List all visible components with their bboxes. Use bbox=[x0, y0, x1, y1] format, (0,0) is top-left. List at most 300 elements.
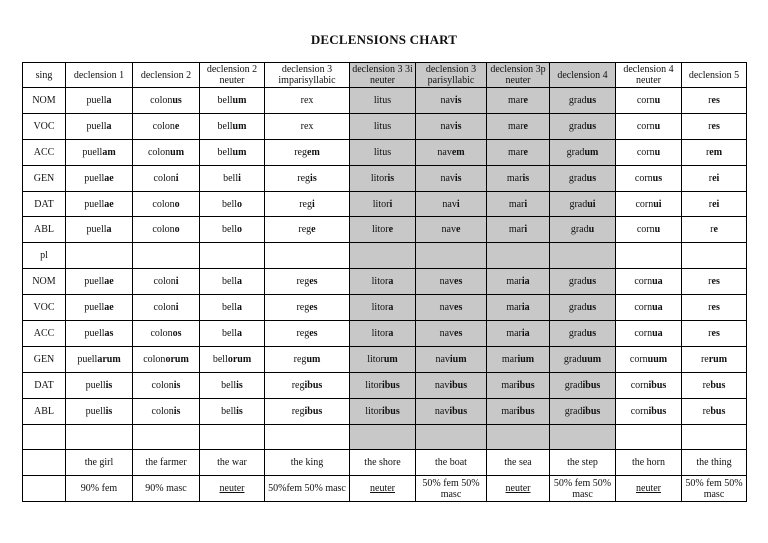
meaning-cell bbox=[200, 450, 265, 476]
form-stem: litus bbox=[373, 94, 392, 106]
declension-form bbox=[133, 398, 200, 424]
empty-cell bbox=[133, 243, 200, 269]
declension-form bbox=[265, 269, 350, 295]
form-ending: us bbox=[586, 327, 597, 339]
form-stem: reg bbox=[293, 353, 307, 365]
declension-form bbox=[616, 165, 682, 191]
column-header bbox=[265, 63, 350, 88]
form-stem: nav bbox=[440, 94, 455, 106]
form-stem: bell bbox=[221, 405, 237, 417]
form-ending: u bbox=[654, 94, 661, 106]
gender-text: neuter bbox=[636, 483, 661, 495]
case-label-text: ACC bbox=[33, 146, 55, 158]
declension-form bbox=[550, 113, 616, 139]
declension-form bbox=[265, 139, 350, 165]
form-ending: ibus bbox=[449, 379, 468, 391]
declension-form bbox=[550, 165, 616, 191]
form-ending: u bbox=[654, 224, 661, 236]
form-stem: reg bbox=[298, 224, 312, 236]
form-stem: nav bbox=[437, 146, 452, 158]
declension-form bbox=[487, 346, 550, 372]
declension-form bbox=[616, 372, 682, 398]
declension-form bbox=[66, 346, 133, 372]
gender-row bbox=[23, 476, 747, 502]
empty-cell bbox=[682, 243, 747, 269]
declension-form bbox=[616, 217, 682, 243]
form-ending: es bbox=[711, 94, 720, 106]
form-ending: orum bbox=[165, 353, 189, 365]
empty-cell bbox=[23, 424, 66, 450]
declension-form bbox=[487, 88, 550, 114]
empty-cell bbox=[200, 424, 265, 450]
form-stem: puell bbox=[84, 302, 105, 314]
meaning-text: the sea bbox=[504, 457, 532, 469]
form-ending: u bbox=[654, 146, 661, 158]
form-ending: us bbox=[586, 120, 597, 132]
case-row bbox=[23, 217, 747, 243]
declension-form bbox=[350, 191, 416, 217]
form-stem: r bbox=[708, 327, 712, 339]
empty-cell bbox=[416, 243, 487, 269]
meaning-cell bbox=[616, 450, 682, 476]
form-ending: bus bbox=[710, 379, 726, 391]
page-title: DECLENSIONS CHART bbox=[310, 32, 458, 47]
form-stem: puell bbox=[86, 120, 107, 132]
spacer-row bbox=[23, 424, 747, 450]
form-ending: ibus bbox=[516, 379, 535, 391]
form-stem: corn bbox=[634, 327, 653, 339]
declension-form bbox=[350, 88, 416, 114]
declension-form bbox=[133, 321, 200, 347]
column-header bbox=[682, 63, 747, 88]
form-stem: mar bbox=[508, 198, 525, 210]
declension-form bbox=[616, 113, 682, 139]
column-header-label: declension 4 neuter bbox=[623, 64, 674, 86]
form-ending: ua bbox=[652, 276, 663, 288]
case-row bbox=[23, 139, 747, 165]
form-stem: puell bbox=[84, 198, 105, 210]
meaning-text: the boat bbox=[435, 457, 467, 469]
gender-cell bbox=[265, 476, 350, 502]
form-stem: reg bbox=[297, 172, 311, 184]
header-row bbox=[23, 63, 747, 88]
case-row bbox=[23, 269, 747, 295]
form-ending: ui bbox=[587, 198, 596, 210]
declension-form bbox=[133, 139, 200, 165]
column-header-label: declension 5 bbox=[688, 69, 740, 81]
column-header-label: declension 3 parisyllabic bbox=[425, 64, 477, 86]
case-row bbox=[23, 113, 747, 139]
declension-form bbox=[682, 372, 747, 398]
form-stem: reg bbox=[296, 276, 310, 288]
gender-cell bbox=[66, 476, 133, 502]
form-ending: ui bbox=[653, 198, 662, 210]
empty-cell bbox=[550, 243, 616, 269]
form-ending: a bbox=[106, 224, 112, 236]
form-ending: ua bbox=[652, 327, 663, 339]
declension-form bbox=[66, 398, 133, 424]
declension-form bbox=[550, 269, 616, 295]
form-stem: r bbox=[705, 146, 710, 158]
declension-form bbox=[265, 321, 350, 347]
declension-form bbox=[133, 191, 200, 217]
declension-form bbox=[133, 113, 200, 139]
form-stem: corn bbox=[634, 276, 653, 288]
form-stem: corn bbox=[636, 94, 655, 106]
case-label bbox=[23, 295, 66, 321]
gender-text: 90% fem bbox=[80, 483, 118, 495]
meaning-text: the thing bbox=[696, 457, 732, 469]
declension-form bbox=[66, 88, 133, 114]
declension-form bbox=[616, 269, 682, 295]
declension-form bbox=[133, 346, 200, 372]
form-stem: grad bbox=[563, 353, 582, 365]
declension-form bbox=[66, 372, 133, 398]
form-stem: colon bbox=[153, 172, 176, 184]
column-header bbox=[416, 63, 487, 88]
form-stem: colon bbox=[153, 276, 176, 288]
declension-form bbox=[66, 191, 133, 217]
case-row bbox=[23, 191, 747, 217]
form-ending: us bbox=[586, 94, 597, 106]
empty-cell bbox=[682, 424, 747, 450]
form-stem: grad bbox=[570, 224, 589, 236]
declension-form bbox=[616, 191, 682, 217]
form-stem: r bbox=[708, 94, 712, 106]
form-ending: i bbox=[312, 198, 315, 210]
form-ending: as bbox=[104, 327, 114, 339]
form-ending: um bbox=[584, 146, 599, 158]
case-label bbox=[23, 113, 66, 139]
declension-form bbox=[682, 139, 747, 165]
form-stem: colon bbox=[151, 379, 174, 391]
empty-cell bbox=[265, 424, 350, 450]
column-header bbox=[616, 63, 682, 88]
form-stem: mar bbox=[508, 94, 524, 106]
declension-form bbox=[487, 113, 550, 139]
form-stem: nav bbox=[442, 198, 457, 210]
form-ending: e bbox=[523, 146, 528, 158]
declension-form bbox=[66, 321, 133, 347]
form-stem: bell bbox=[217, 94, 233, 106]
declension-form bbox=[265, 191, 350, 217]
form-ending: i bbox=[456, 198, 460, 210]
form-stem: litor bbox=[365, 405, 382, 417]
form-stem: colon bbox=[150, 327, 173, 339]
form-stem: rex bbox=[300, 94, 314, 106]
case-label-text: GEN bbox=[33, 172, 55, 184]
declension-form bbox=[416, 191, 487, 217]
gender-text: 50%fem 50% masc bbox=[268, 483, 346, 495]
meaning-cell bbox=[682, 450, 747, 476]
form-ending: us bbox=[172, 94, 182, 106]
form-ending: ium bbox=[449, 353, 467, 365]
declension-form bbox=[550, 346, 616, 372]
form-stem: litor bbox=[371, 302, 389, 314]
gender-text: neuter bbox=[505, 483, 531, 495]
empty-cell bbox=[550, 424, 616, 450]
declension-form bbox=[550, 217, 616, 243]
form-ending: em bbox=[451, 146, 465, 158]
declension-form bbox=[682, 269, 747, 295]
declension-form bbox=[550, 88, 616, 114]
gender-cell bbox=[200, 476, 265, 502]
form-ending: uum bbox=[581, 353, 602, 365]
form-ending: a bbox=[106, 94, 112, 106]
declension-form bbox=[350, 321, 416, 347]
form-ending: ibus bbox=[516, 405, 535, 417]
form-stem: grad bbox=[566, 146, 585, 158]
declension-form bbox=[133, 88, 200, 114]
form-ending: um bbox=[170, 146, 185, 158]
case-row bbox=[23, 398, 747, 424]
declension-form bbox=[487, 139, 550, 165]
declension-form bbox=[682, 346, 747, 372]
form-stem: colon bbox=[151, 405, 174, 417]
form-stem: mar bbox=[506, 172, 523, 184]
form-ending: e bbox=[523, 120, 528, 132]
form-stem: nav bbox=[439, 327, 455, 339]
gender-text: neuter bbox=[219, 483, 245, 495]
declension-form bbox=[487, 398, 550, 424]
meaning-cell bbox=[487, 450, 550, 476]
declension-form bbox=[550, 372, 616, 398]
declension-form bbox=[616, 295, 682, 321]
column-header-label: declension 3 imparisyllabic bbox=[278, 64, 336, 86]
plural-label bbox=[23, 243, 66, 269]
form-ending: es bbox=[711, 302, 720, 314]
declension-form bbox=[200, 191, 265, 217]
case-label bbox=[23, 346, 66, 372]
form-stem: nav bbox=[434, 405, 450, 417]
form-ending: ibus bbox=[582, 379, 601, 391]
case-label bbox=[23, 372, 66, 398]
meaning-cell bbox=[416, 450, 487, 476]
form-stem: corn bbox=[635, 198, 654, 210]
form-ending: is bbox=[310, 172, 317, 184]
form-ending: e bbox=[388, 224, 394, 236]
gender-cell bbox=[487, 476, 550, 502]
form-stem: bell bbox=[222, 198, 237, 210]
form-stem: colon bbox=[152, 198, 175, 210]
form-ending: us bbox=[586, 172, 597, 184]
meaning-cell bbox=[265, 450, 350, 476]
form-ending: is bbox=[522, 172, 530, 184]
declension-form bbox=[416, 321, 487, 347]
form-stem: litor bbox=[372, 198, 390, 210]
form-stem: puell bbox=[84, 172, 105, 184]
empty-cell bbox=[133, 424, 200, 450]
column-header bbox=[550, 63, 616, 88]
declension-form bbox=[682, 113, 747, 139]
declension-form bbox=[66, 165, 133, 191]
form-stem: bell bbox=[222, 224, 237, 236]
form-stem: colon bbox=[150, 94, 173, 106]
form-stem: litor bbox=[371, 276, 389, 288]
form-stem: re bbox=[702, 405, 711, 417]
form-stem: bell bbox=[223, 172, 239, 184]
form-ending: o bbox=[237, 224, 242, 236]
form-ending: o bbox=[174, 198, 180, 210]
empty-cell bbox=[66, 243, 133, 269]
form-stem: nav bbox=[434, 379, 450, 391]
declension-form bbox=[682, 88, 747, 114]
case-label-text: NOM bbox=[32, 94, 56, 106]
form-ending: ibus bbox=[449, 405, 468, 417]
declension-form bbox=[487, 191, 550, 217]
declension-form bbox=[200, 88, 265, 114]
declension-form bbox=[416, 88, 487, 114]
form-ending: em bbox=[709, 146, 723, 158]
form-stem: colon bbox=[152, 120, 175, 132]
column-header bbox=[23, 63, 66, 88]
case-row bbox=[23, 88, 747, 114]
declension-form bbox=[133, 165, 200, 191]
form-stem: nav bbox=[439, 276, 455, 288]
form-stem: mar bbox=[508, 146, 524, 158]
declension-form bbox=[66, 217, 133, 243]
gender-cell bbox=[682, 476, 747, 502]
declension-form bbox=[200, 372, 265, 398]
form-stem: puell bbox=[77, 353, 98, 365]
declension-form bbox=[682, 398, 747, 424]
form-stem: r bbox=[708, 172, 713, 184]
empty-cell bbox=[350, 243, 416, 269]
form-ending: is bbox=[454, 120, 462, 132]
form-ending: ae bbox=[104, 302, 114, 314]
declension-form bbox=[265, 165, 350, 191]
declension-form bbox=[66, 269, 133, 295]
form-stem: grad bbox=[568, 94, 587, 106]
form-ending: ae bbox=[104, 198, 114, 210]
form-stem: litus bbox=[373, 146, 392, 158]
declension-form bbox=[682, 165, 747, 191]
form-stem: corn bbox=[636, 146, 655, 158]
form-stem: rex bbox=[300, 120, 314, 132]
form-ending: is bbox=[387, 172, 395, 184]
declensions-table bbox=[22, 62, 747, 502]
empty-cell bbox=[616, 424, 682, 450]
declension-form bbox=[487, 217, 550, 243]
meaning-row bbox=[23, 450, 747, 476]
declension-form bbox=[416, 398, 487, 424]
form-stem: nav bbox=[439, 302, 455, 314]
form-stem: reg bbox=[294, 146, 307, 158]
form-stem: re bbox=[700, 353, 709, 365]
case-row bbox=[23, 372, 747, 398]
form-ending: os bbox=[172, 327, 182, 339]
declension-form bbox=[200, 217, 265, 243]
gender-cell bbox=[133, 476, 200, 502]
declension-form bbox=[66, 295, 133, 321]
form-stem: r bbox=[708, 276, 712, 288]
form-ending: i bbox=[175, 172, 179, 184]
form-stem: colon bbox=[147, 146, 171, 158]
case-label-text: VOC bbox=[33, 302, 55, 314]
form-stem: mar bbox=[508, 224, 525, 236]
gender-text: 50% fem 50% masc bbox=[553, 477, 612, 500]
declension-form bbox=[487, 372, 550, 398]
declension-form bbox=[416, 346, 487, 372]
form-ending: us bbox=[586, 276, 597, 288]
form-ending: e bbox=[456, 224, 461, 236]
declension-form bbox=[265, 88, 350, 114]
form-ending: u bbox=[654, 120, 661, 132]
declension-form bbox=[487, 269, 550, 295]
form-ending: es bbox=[454, 276, 463, 288]
form-stem: reg bbox=[291, 379, 305, 391]
form-stem: grad bbox=[564, 405, 583, 417]
case-label-text: DAT bbox=[34, 198, 54, 210]
case-label-text: DAT bbox=[34, 379, 54, 391]
form-stem: mar bbox=[506, 276, 522, 288]
form-stem: mar bbox=[506, 302, 522, 314]
form-stem: reg bbox=[296, 327, 310, 339]
declension-form bbox=[616, 321, 682, 347]
declension-form bbox=[682, 321, 747, 347]
form-stem: litor bbox=[365, 379, 382, 391]
form-ending: is bbox=[105, 405, 113, 417]
case-label bbox=[23, 88, 66, 114]
form-ending: uum bbox=[647, 353, 668, 365]
empty-cell bbox=[416, 424, 487, 450]
form-ending: o bbox=[237, 198, 242, 210]
gender-cell bbox=[416, 476, 487, 502]
case-label bbox=[23, 321, 66, 347]
declension-form bbox=[200, 346, 265, 372]
declension-form bbox=[200, 165, 265, 191]
form-ending: ia bbox=[521, 276, 530, 288]
empty-cell bbox=[350, 424, 416, 450]
declension-form bbox=[616, 346, 682, 372]
form-ending: ae bbox=[104, 276, 114, 288]
meaning-cell bbox=[350, 450, 416, 476]
form-stem: re bbox=[702, 379, 711, 391]
form-ending: us bbox=[652, 172, 663, 184]
declension-form bbox=[66, 113, 133, 139]
column-header-label: declension 3p neuter bbox=[490, 64, 546, 86]
empty-cell bbox=[487, 243, 550, 269]
declension-form bbox=[350, 295, 416, 321]
form-ending: ae bbox=[104, 172, 114, 184]
form-ending: es bbox=[309, 276, 318, 288]
gender-text: neuter bbox=[370, 483, 395, 495]
declension-form bbox=[200, 398, 265, 424]
declension-form bbox=[350, 165, 416, 191]
form-ending: ei bbox=[712, 172, 720, 184]
form-stem: grad bbox=[569, 198, 588, 210]
form-stem: puell bbox=[84, 276, 105, 288]
declension-form bbox=[416, 113, 487, 139]
column-header-label: declension 3 3i neuter bbox=[352, 64, 413, 86]
gender-text: 90% masc bbox=[145, 483, 187, 495]
empty-cell bbox=[616, 243, 682, 269]
form-stem: grad bbox=[568, 172, 587, 184]
form-stem: puell bbox=[84, 327, 105, 339]
form-stem: nav bbox=[441, 224, 456, 236]
declension-form bbox=[616, 139, 682, 165]
case-label bbox=[23, 269, 66, 295]
declension-form bbox=[416, 139, 487, 165]
form-ending: ibus bbox=[304, 379, 323, 391]
form-ending: e bbox=[523, 94, 528, 106]
form-ending: is bbox=[454, 172, 462, 184]
case-label-text: GEN bbox=[33, 353, 55, 365]
case-row bbox=[23, 295, 747, 321]
form-ending: am bbox=[102, 146, 116, 158]
empty-cell bbox=[200, 243, 265, 269]
form-ending: ibus bbox=[648, 379, 667, 391]
